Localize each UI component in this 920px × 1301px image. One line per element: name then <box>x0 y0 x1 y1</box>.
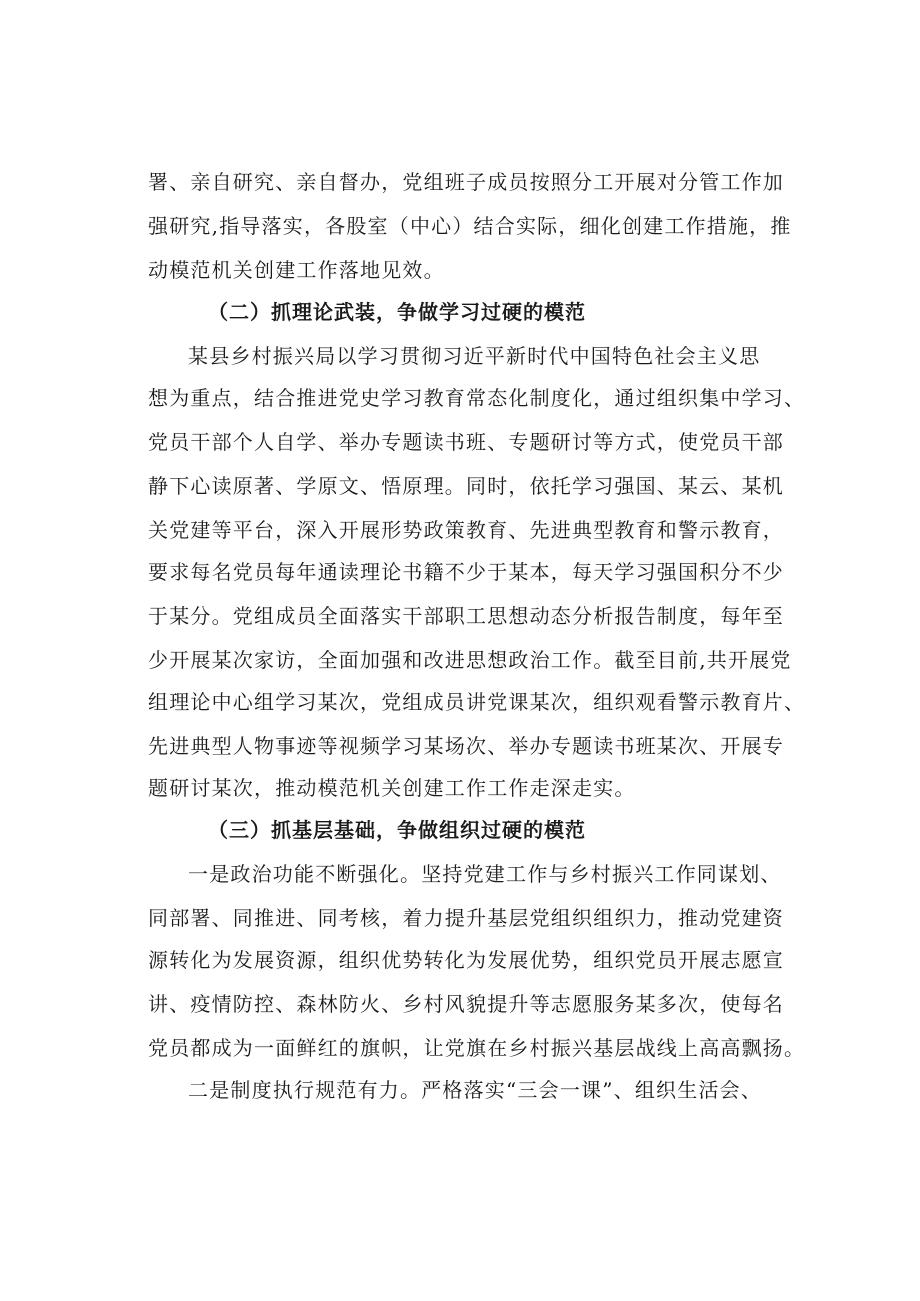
section-heading: （三）抓基层基础，争做组织过硬的模范 <box>208 818 586 842</box>
body-text-line: 源转化为发展资源，组织优势转化为发展优势，组织党员开展志愿宣 <box>148 948 784 972</box>
body-text-line: 强研究,指导落实，各股室（中心）结合实际，细化创建工作措施，推 <box>148 214 792 238</box>
body-text-line: 一是政治功能不断强化。坚持党建工作与乡村振兴工作同谋划、 <box>188 862 782 886</box>
body-text-line: 要求每名党员每年通读理论书籍不少于某本，每天学习强国积分不少 <box>148 560 784 584</box>
body-text-line: 少开展某次家访，全面加强和改进思想政治工作。截至目前,共开展党 <box>148 648 792 672</box>
body-text-line: 先进典型人物事迹等视频学习某场次、举办专题读书班某次、开展专 <box>148 734 784 758</box>
body-text-line: 关党建等平台，深入开展形势政策教育、先进典型教育和警示教育， <box>148 518 784 542</box>
body-text-line: 题研讨某次，推动模范机关创建工作工作走深走实。 <box>148 776 636 800</box>
body-text-line: 同部署、同推进、同考核，着力提升基层党组织组织力，推动党建资 <box>148 906 784 930</box>
body-text-line: 静下心读原著、学原文、悟原理。同时，依托学习强国、某云、某机 <box>148 474 784 498</box>
body-text-line: 想为重点，结合推进党史学习教育常态化制度化，通过组织集中学习、 <box>148 386 806 410</box>
body-text-line: 组理论中心组学习某次，党组成员讲党课某次，组织观看警示教育片、 <box>148 690 806 714</box>
body-text-line: 讲、疫情防控、森林防火、乡村风貌提升等志愿服务某多次，使每名 <box>148 992 784 1016</box>
body-text-line: 于某分。党组成员全面落实干部职工思想动态分析报告制度，每年至 <box>148 604 784 628</box>
body-text-line: 党员都成为一面鲜红的旗帜，让党旗在乡村振兴基层战线上高高飘扬。 <box>148 1036 806 1060</box>
body-text-line: 动模范机关创建工作落地见效。 <box>148 258 445 282</box>
body-text-line: 党员干部个人自学、举办专题读书班、专题研讨等方式，使党员干部 <box>148 430 784 454</box>
body-text-line: 署、亲自研究、亲自督办，党组班子成员按照分工开展对分管工作加 <box>148 170 784 194</box>
body-text-line: 二是制度执行规范有力。严格落实“三会一课”、组织生活会、 <box>188 1078 763 1102</box>
body-text-line: 某县乡村振兴局以学习贯彻习近平新时代中国特色社会主义思 <box>188 344 761 368</box>
section-heading: （二）抓理论武装，争做学习过硬的模范 <box>208 300 586 324</box>
